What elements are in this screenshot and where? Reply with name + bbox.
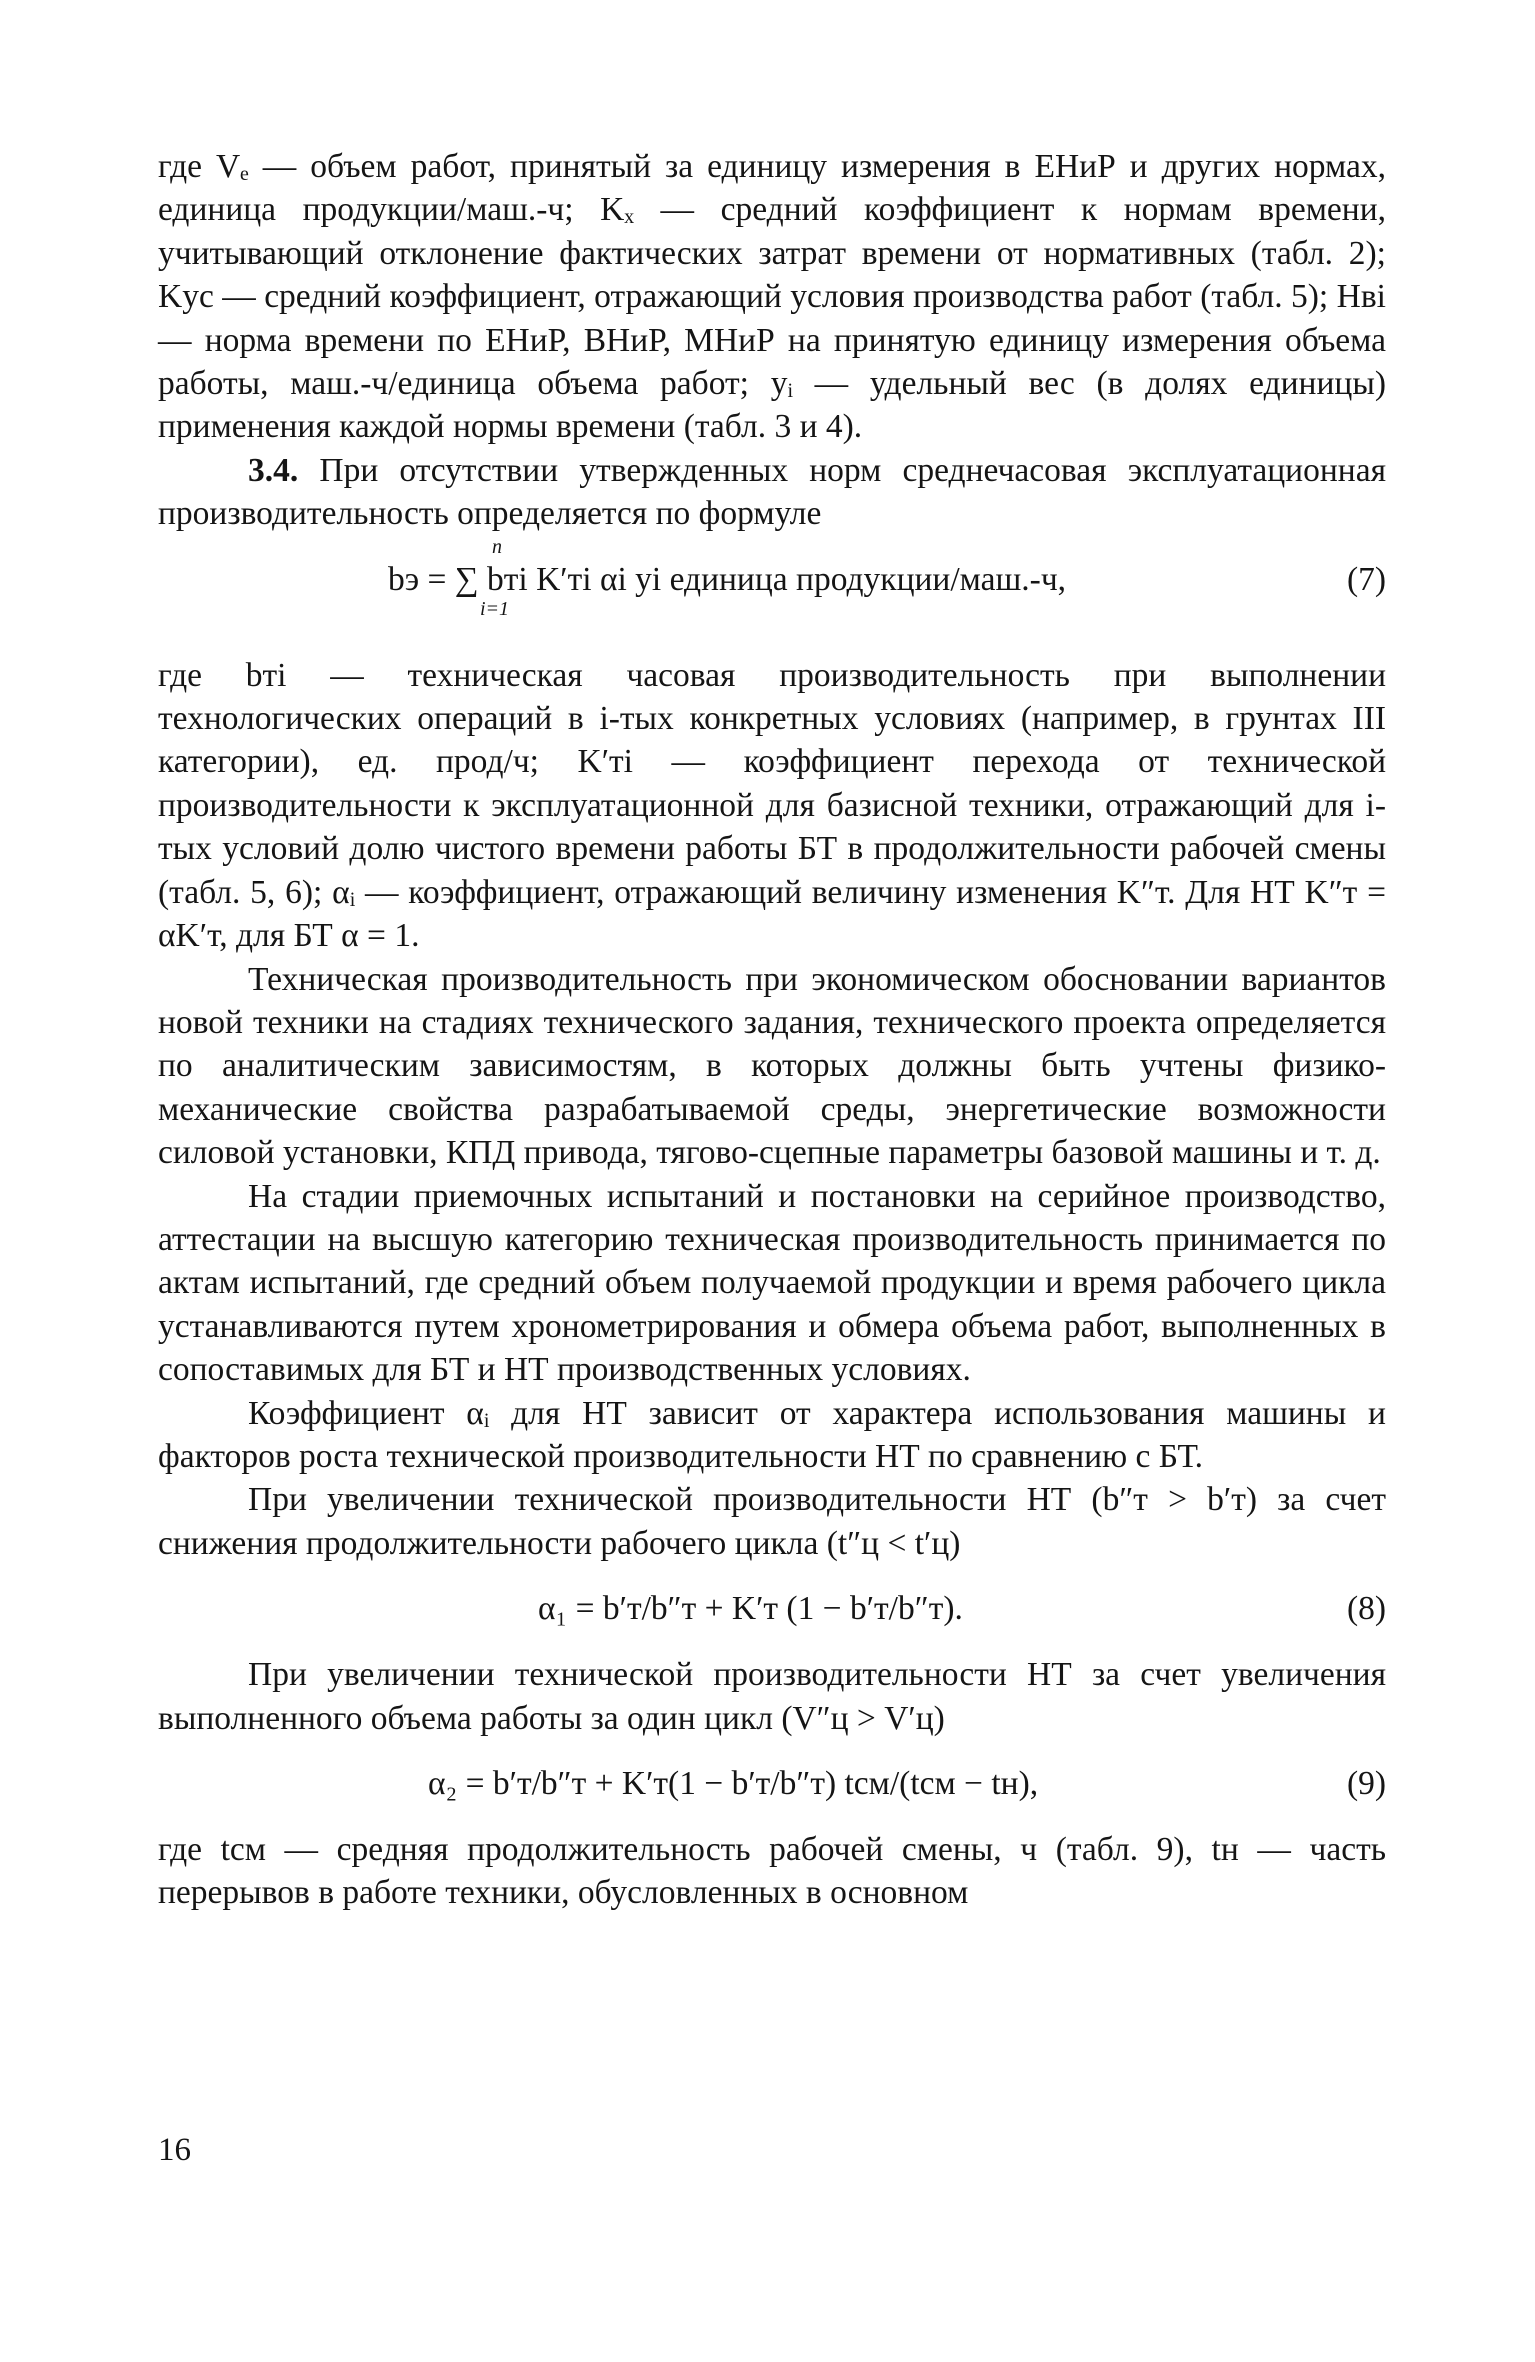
sum-upper-limit: n (492, 535, 502, 558)
paragraph-technical-productivity: Техническая производительность при экономическом обосновании вариантов новой техники на стадиях технического задания, технического проекта определяется по аналитическим зависимостям, в которых должны быть учтены физико-механические свойства разрабатываемой среды, энергетические возможности силовой установки, КПД привода, тягово-сцепные параметры базовой машины и т. д. (158, 960, 1386, 1172)
paragraph-variables-definition: где Vₑ — объем работ, принятый за единицу измерения в ЕНиР и других нормах, единица продукции/маш.-ч; Kₓ — средний коэффициент к нормам времени, учитывающий отклонение фактических затрат времени от нормативных (табл. 2); Kус — средний коэффициент, отражающий условия производства работ (табл. 5); Hвi — норма времени по ЕНиР, ВНиР, МНиР на принятую единицу измерения объема работы, маш.-ч/единица объема работ; yᵢ — удельный вес (в долях единицы) применения каждой нормы времени (табл. 3 и 4). (158, 148, 1386, 446)
formula-7-expression: bэ = ∑ bтi K′тi αi yi единица продукции/маш.-ч, (388, 560, 1067, 598)
paragraph-formula-9-definitions: где tсм — средняя продолжительность рабочей смены, ч (табл. 9), tн — часть перерывов в работе техники, обусловленных в основном (158, 1831, 1386, 1912)
formula-8 (158, 1565, 1386, 1653)
section-number: 3.4. (248, 451, 299, 489)
paragraph-volume-increase: При увеличении технической производительности НТ за счет увеличения выполненного объема работы за один цикл (V″ц > V′ц) (158, 1656, 1386, 1737)
formula-9-number: (9) (1346, 1765, 1386, 1802)
page-number: 16 (158, 2132, 191, 2168)
formula-9-expression: α₂ = b′т/b″т + K′т(1 − b′т/b″т) tсм/(tсм − tн), (428, 1765, 1039, 1802)
paragraph-section-3-4 (158, 449, 1386, 536)
formula-7 (158, 536, 1386, 654)
paragraph-coefficient-alpha: Коэффициент αᵢ для НТ зависит от характера использования машины и факторов роста технической производительности НТ по сравнению с БТ. (158, 1394, 1386, 1475)
sum-lower-limit: i=1 (480, 597, 510, 620)
formula-7-number: (7) (1346, 560, 1386, 598)
formula-8-number: (8) (1346, 1590, 1386, 1628)
formula-9 (158, 1740, 1386, 1828)
paragraph-acceptance-tests: На стадии приемочных испытаний и постановки на серийное производство, аттестации на высшую категорию техническая производительность принимается по актам испытаний, где средний объем получаемой продукции и время рабочего цикла устанавливаются путем хронометрирования и обмера объема работ, выполненных в сопоставимых для БТ и НТ производственных условиях. (158, 1177, 1386, 1389)
paragraph-cycle-reduction: При увеличении технической производительности НТ (b″т > b′т) за счет снижения продолжительности рабочего цикла (t″ц < t′ц) (158, 1481, 1386, 1562)
section-3-4-text: При отсутствии утвержденных норм среднечасовая эксплуатационная производительность определяется по формуле (158, 451, 1386, 533)
page-body (158, 145, 1386, 1915)
paragraph-formula-7-definitions: где bтi — техническая часовая производительность при выполнении технологических операций в i-тых конкретных условиях (например, в грунтах III категории), ед. прод/ч; K′тi — коэффициент перехода от технической производительности к эксплуатационной для базисной техники, отражающий для i-тых условий долю чистого времени работы БТ в продолжительности рабочей смены (табл. 5, 6); αᵢ — коэффициент, отражающий величину изменения K″т. Для НТ K″т = αK′т, для БТ α = 1. (158, 656, 1386, 955)
formula-8-expression: α₁ = b′т/b″т + K′т (1 − b′т/b″т). (538, 1590, 963, 1628)
